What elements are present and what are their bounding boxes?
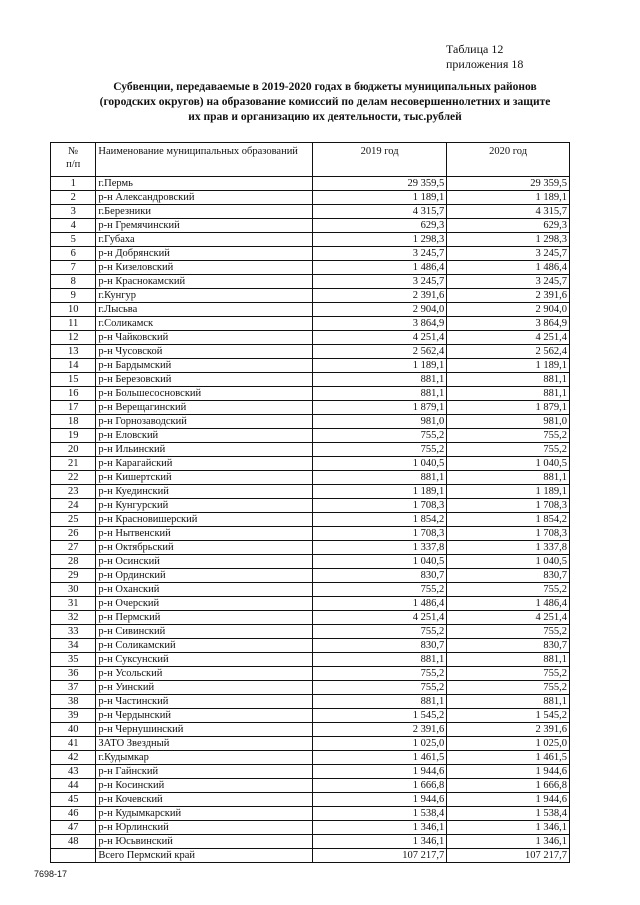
value-2020: 1 854,2 (447, 513, 570, 527)
table-row (51, 821, 570, 835)
municipality-name: р-н Осинский (96, 555, 313, 569)
value-2020: 29 359,5 (447, 177, 570, 191)
value-2019: 1 708,3 (313, 527, 447, 541)
value-2019: 1 040,5 (313, 457, 447, 471)
header-number-line1: № (68, 146, 79, 157)
row-number: 23 (51, 485, 96, 499)
value-2020: 629,3 (447, 219, 570, 233)
value-2019: 1 545,2 (313, 709, 447, 723)
municipality-name: р-н Уинский (96, 681, 313, 695)
row-number: 38 (51, 695, 96, 709)
municipality-name: г.Кунгур (96, 289, 313, 303)
value-2019: 1 189,1 (313, 191, 447, 205)
value-2020: 1 040,5 (447, 457, 570, 471)
appendix-number: приложения 18 (446, 57, 524, 71)
table-row (51, 233, 570, 247)
table-row (51, 737, 570, 751)
value-2020: 881,1 (447, 387, 570, 401)
table-row (51, 555, 570, 569)
row-number: 18 (51, 415, 96, 429)
municipality-name: р-н Красновишерский (96, 513, 313, 527)
row-number: 31 (51, 597, 96, 611)
municipality-name: р-н Суксунский (96, 653, 313, 667)
row-number: 27 (51, 541, 96, 555)
value-2019: 1 666,8 (313, 779, 447, 793)
total-row (51, 849, 570, 863)
value-2019: 830,7 (313, 569, 447, 583)
table-row (51, 499, 570, 513)
value-2020: 1 879,1 (447, 401, 570, 415)
table-row (51, 177, 570, 191)
value-2019: 1 944,6 (313, 765, 447, 779)
value-2020: 1 189,1 (447, 359, 570, 373)
header-number (51, 143, 96, 177)
table-row (51, 289, 570, 303)
row-number: 36 (51, 667, 96, 681)
header-name: Наименование муниципальных образований (96, 143, 313, 177)
value-2020: 755,2 (447, 681, 570, 695)
value-2019: 1 346,1 (313, 835, 447, 849)
value-2019: 1 337,8 (313, 541, 447, 555)
row-number: 5 (51, 233, 96, 247)
row-number: 35 (51, 653, 96, 667)
value-2020: 1 025,0 (447, 737, 570, 751)
table-row (51, 415, 570, 429)
municipality-name: р-н Кудымкарский (96, 807, 313, 821)
municipality-name: р-н Александровский (96, 191, 313, 205)
municipality-name: р-н Чусовской (96, 345, 313, 359)
table-row (51, 401, 570, 415)
table-row (51, 681, 570, 695)
table-row (51, 443, 570, 457)
value-2019: 4 251,4 (313, 611, 447, 625)
municipality-name: р-н Соликамский (96, 639, 313, 653)
value-2019: 1 486,4 (313, 597, 447, 611)
table-row (51, 373, 570, 387)
municipality-name: р-н Горнозаводский (96, 415, 313, 429)
value-2019: 830,7 (313, 639, 447, 653)
row-number: 44 (51, 779, 96, 793)
row-number: 7 (51, 261, 96, 275)
row-number: 30 (51, 583, 96, 597)
municipality-name: р-н Карагайский (96, 457, 313, 471)
title-line-3: их прав и организацию их деятельности, тыс.рублей (188, 111, 462, 123)
row-number: 13 (51, 345, 96, 359)
municipality-name: р-н Частинский (96, 695, 313, 709)
value-2020: 3 245,7 (447, 275, 570, 289)
value-2019: 755,2 (313, 681, 447, 695)
table-row (51, 639, 570, 653)
row-number: 3 (51, 205, 96, 219)
subventions-table (50, 142, 570, 863)
row-number: 1 (51, 177, 96, 191)
value-2019: 755,2 (313, 583, 447, 597)
table-row (51, 219, 570, 233)
municipality-name: р-н Чернушинский (96, 723, 313, 737)
municipality-name: р-н Юсьвинский (96, 835, 313, 849)
row-number: 14 (51, 359, 96, 373)
value-2020: 1 666,8 (447, 779, 570, 793)
municipality-name: г.Соликамск (96, 317, 313, 331)
municipality-name: р-н Чердынский (96, 709, 313, 723)
row-number: 26 (51, 527, 96, 541)
value-2020: 881,1 (447, 471, 570, 485)
row-number: 39 (51, 709, 96, 723)
row-number: 37 (51, 681, 96, 695)
table-row (51, 317, 570, 331)
value-2020: 3 245,7 (447, 247, 570, 261)
municipality-name: г.Кудымкар (96, 751, 313, 765)
value-2019: 3 864,9 (313, 317, 447, 331)
value-2019: 2 391,6 (313, 289, 447, 303)
table-row (51, 191, 570, 205)
row-number: 19 (51, 429, 96, 443)
table-row (51, 303, 570, 317)
value-2019: 1 879,1 (313, 401, 447, 415)
municipality-name: г.Березники (96, 205, 313, 219)
municipality-name: р-н Большесосновский (96, 387, 313, 401)
value-2019: 4 251,4 (313, 331, 447, 345)
value-2020: 755,2 (447, 667, 570, 681)
value-2020: 4 251,4 (447, 611, 570, 625)
table-row (51, 793, 570, 807)
title-line-1: Субвенции, передаваемые в 2019-2020 годах в бюджеты муниципальных районов (113, 81, 537, 93)
table-row (51, 429, 570, 443)
row-number: 42 (51, 751, 96, 765)
value-2019: 1 298,3 (313, 233, 447, 247)
municipality-name: р-н Гремячинский (96, 219, 313, 233)
value-2019: 881,1 (313, 471, 447, 485)
value-2019: 3 245,7 (313, 275, 447, 289)
municipality-name: р-н Еловский (96, 429, 313, 443)
row-number: 6 (51, 247, 96, 261)
table-row (51, 611, 570, 625)
municipality-name: р-н Куединский (96, 485, 313, 499)
row-number: 22 (51, 471, 96, 485)
table-row (51, 471, 570, 485)
row-number: 43 (51, 765, 96, 779)
table-row (51, 205, 570, 219)
value-2019: 1 538,4 (313, 807, 447, 821)
value-2019: 1 189,1 (313, 485, 447, 499)
row-number: 2 (51, 191, 96, 205)
table-row (51, 709, 570, 723)
table-row (51, 387, 570, 401)
value-2020: 1 189,1 (447, 485, 570, 499)
value-2020: 1 486,4 (447, 597, 570, 611)
value-2019: 1 189,1 (313, 359, 447, 373)
row-number: 29 (51, 569, 96, 583)
municipality-name: р-н Березовский (96, 373, 313, 387)
table-row (51, 331, 570, 345)
municipality-name: р-н Сивинский (96, 625, 313, 639)
table-header-row (51, 143, 570, 177)
row-number: 10 (51, 303, 96, 317)
value-2020: 1 346,1 (447, 835, 570, 849)
value-2019: 1 025,0 (313, 737, 447, 751)
header-2019: 2019 год (313, 143, 447, 177)
row-number: 34 (51, 639, 96, 653)
municipality-name: р-н Чайковский (96, 331, 313, 345)
total-2020: 107 217,7 (447, 849, 570, 863)
value-2020: 755,2 (447, 443, 570, 457)
municipality-name: р-н Кишертский (96, 471, 313, 485)
value-2020: 1 538,4 (447, 807, 570, 821)
row-number: 9 (51, 289, 96, 303)
title-line-2: (городских округов) на образование комиссий по делам несовершеннолетних и защите (99, 96, 551, 108)
value-2019: 881,1 (313, 373, 447, 387)
municipality-name: р-н Косинский (96, 779, 313, 793)
value-2019: 755,2 (313, 625, 447, 639)
value-2020: 1 708,3 (447, 499, 570, 513)
value-2019: 981,0 (313, 415, 447, 429)
row-number: 48 (51, 835, 96, 849)
table-row (51, 457, 570, 471)
row-number: 45 (51, 793, 96, 807)
municipality-name: р-н Очерский (96, 597, 313, 611)
table-row (51, 569, 570, 583)
value-2019: 4 315,7 (313, 205, 447, 219)
value-2020: 3 864,9 (447, 317, 570, 331)
value-2020: 4 251,4 (447, 331, 570, 345)
table-row (51, 723, 570, 737)
document-code: 7698-17 (34, 869, 68, 879)
municipality-name: р-н Оханский (96, 583, 313, 597)
table-row (51, 807, 570, 821)
municipality-name: р-н Краснокамский (96, 275, 313, 289)
value-2019: 1 708,3 (313, 499, 447, 513)
municipality-name: р-н Нытвенский (96, 527, 313, 541)
value-2020: 1 461,5 (447, 751, 570, 765)
value-2020: 830,7 (447, 569, 570, 583)
table-row (51, 359, 570, 373)
total-number (51, 849, 96, 863)
municipality-name: ЗАТО Звездный (96, 737, 313, 751)
table-row (51, 765, 570, 779)
total-2019: 107 217,7 (313, 849, 447, 863)
value-2019: 2 391,6 (313, 723, 447, 737)
row-number: 47 (51, 821, 96, 835)
table-row (51, 541, 570, 555)
municipality-name: р-н Ординский (96, 569, 313, 583)
table-row (51, 275, 570, 289)
table-row (51, 667, 570, 681)
municipality-name: р-н Усольский (96, 667, 313, 681)
value-2020: 830,7 (447, 639, 570, 653)
value-2020: 2 562,4 (447, 345, 570, 359)
value-2020: 1 346,1 (447, 821, 570, 835)
value-2020: 4 315,7 (447, 205, 570, 219)
table-row (51, 653, 570, 667)
row-number: 46 (51, 807, 96, 821)
value-2020: 1 189,1 (447, 191, 570, 205)
value-2019: 1 944,6 (313, 793, 447, 807)
value-2020: 755,2 (447, 625, 570, 639)
value-2020: 881,1 (447, 653, 570, 667)
table-reference (446, 42, 523, 72)
value-2020: 1 545,2 (447, 709, 570, 723)
value-2020: 1 944,6 (447, 793, 570, 807)
row-number: 11 (51, 317, 96, 331)
row-number: 15 (51, 373, 96, 387)
value-2020: 981,0 (447, 415, 570, 429)
value-2019: 1 346,1 (313, 821, 447, 835)
value-2020: 1 337,8 (447, 541, 570, 555)
table-body (51, 177, 570, 849)
value-2019: 2 562,4 (313, 345, 447, 359)
table-row (51, 695, 570, 709)
municipality-name: г.Пермь (96, 177, 313, 191)
value-2019: 1 040,5 (313, 555, 447, 569)
table-row (51, 261, 570, 275)
value-2020: 755,2 (447, 583, 570, 597)
value-2019: 1 486,4 (313, 261, 447, 275)
value-2019: 755,2 (313, 429, 447, 443)
row-number: 41 (51, 737, 96, 751)
row-number: 20 (51, 443, 96, 457)
row-number: 16 (51, 387, 96, 401)
value-2020: 881,1 (447, 373, 570, 387)
row-number: 25 (51, 513, 96, 527)
value-2020: 1 944,6 (447, 765, 570, 779)
value-2020: 1 040,5 (447, 555, 570, 569)
table-row (51, 485, 570, 499)
table-row (51, 835, 570, 849)
table-row (51, 597, 570, 611)
header-2020: 2020 год (447, 143, 570, 177)
municipality-name: р-н Юрлинский (96, 821, 313, 835)
value-2020: 1 298,3 (447, 233, 570, 247)
municipality-name: р-н Бардымский (96, 359, 313, 373)
table-row (51, 751, 570, 765)
table-row (51, 345, 570, 359)
value-2019: 881,1 (313, 653, 447, 667)
municipality-name: р-н Кизеловский (96, 261, 313, 275)
municipality-name: р-н Кунгурский (96, 499, 313, 513)
value-2020: 2 391,6 (447, 723, 570, 737)
row-number: 12 (51, 331, 96, 345)
value-2020: 2 904,0 (447, 303, 570, 317)
value-2020: 1 486,4 (447, 261, 570, 275)
row-number: 40 (51, 723, 96, 737)
row-number: 17 (51, 401, 96, 415)
row-number: 24 (51, 499, 96, 513)
header-number-line2: п/п (66, 159, 81, 170)
table-row (51, 247, 570, 261)
municipality-name: р-н Верещагинский (96, 401, 313, 415)
municipality-name: г.Губаха (96, 233, 313, 247)
value-2019: 881,1 (313, 387, 447, 401)
total-label: Всего Пермский край (96, 849, 313, 863)
value-2019: 3 245,7 (313, 247, 447, 261)
row-number: 33 (51, 625, 96, 639)
value-2019: 29 359,5 (313, 177, 447, 191)
value-2019: 2 904,0 (313, 303, 447, 317)
row-number: 32 (51, 611, 96, 625)
value-2019: 1 854,2 (313, 513, 447, 527)
municipality-name: р-н Гайнский (96, 765, 313, 779)
table-row (51, 513, 570, 527)
document-title (60, 80, 590, 125)
value-2020: 1 708,3 (447, 527, 570, 541)
municipality-name: р-н Октябрьский (96, 541, 313, 555)
value-2019: 881,1 (313, 695, 447, 709)
value-2019: 755,2 (313, 443, 447, 457)
municipality-name: р-н Кочевский (96, 793, 313, 807)
row-number: 4 (51, 219, 96, 233)
table-row (51, 527, 570, 541)
value-2019: 1 461,5 (313, 751, 447, 765)
row-number: 8 (51, 275, 96, 289)
value-2020: 755,2 (447, 429, 570, 443)
municipality-name: г.Лысьва (96, 303, 313, 317)
row-number: 28 (51, 555, 96, 569)
row-number: 21 (51, 457, 96, 471)
table-row (51, 779, 570, 793)
value-2019: 755,2 (313, 667, 447, 681)
table-row (51, 583, 570, 597)
value-2019: 629,3 (313, 219, 447, 233)
table-number: Таблица 12 (446, 42, 504, 56)
value-2020: 2 391,6 (447, 289, 570, 303)
municipality-name: р-н Ильинский (96, 443, 313, 457)
municipality-name: р-н Добрянский (96, 247, 313, 261)
table-row (51, 625, 570, 639)
value-2020: 881,1 (447, 695, 570, 709)
municipality-name: р-н Пермский (96, 611, 313, 625)
